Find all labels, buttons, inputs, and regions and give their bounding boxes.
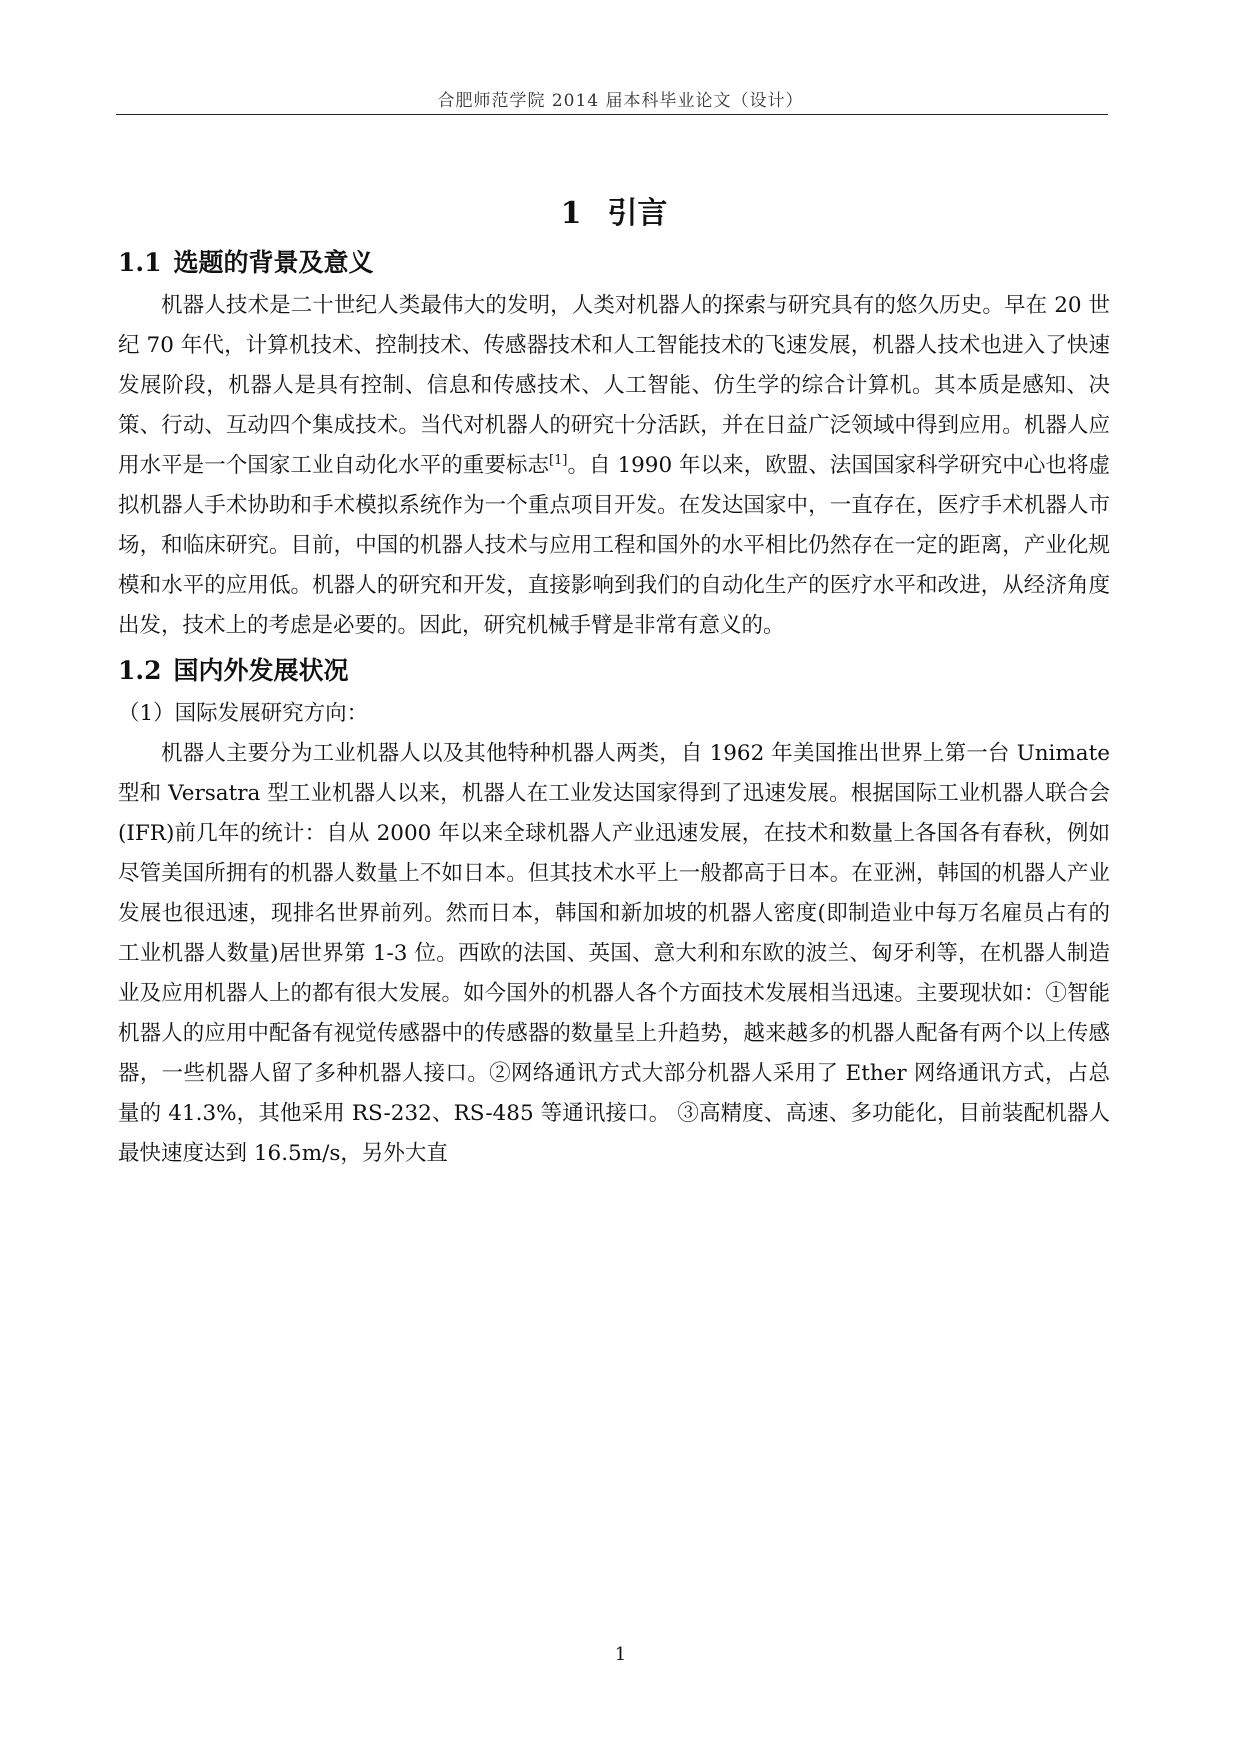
citation-ref: [1]: [549, 452, 568, 468]
chapter-number: 1: [560, 196, 582, 231]
section-heading-1-1: [118, 240, 1110, 286]
section-title: 国内外发展状况: [173, 656, 349, 685]
chapter-title-text: 引言: [607, 196, 668, 231]
section-number: 1.2: [118, 656, 162, 685]
page-number: 1: [614, 1644, 627, 1665]
paragraph-background: [118, 286, 1110, 646]
section-number: 1.1: [118, 248, 162, 277]
paragraph-text: 。自 1990 年以来，欧盟、法国国家科学研究中心也将虚拟机器人手术协助和手术模拟系统作为一个重点项目开发。在发达国家中，一直存在，医疗手术机器人市场，和临床研究。目前，中国的机器人技术与应用工程和国外的水平相比仍然存在一定的距离，产业化规模和水平的应用低。机器人的研究和开发，直接影响到我们的自动化生产的医疗水平和改进，从经济角度出发，技术上的考虑是必要的。因此，研究机械手臂是非常有意义的。: [118, 453, 1110, 638]
header-rule: [116, 114, 1108, 115]
paragraph-international: 机器人主要分为工业机器人以及其他特种机器人两类，自 1962 年美国推出世界上第一台 Unimate 型和 Versatra 型工业机器人以来，机器人在工业发达国家得到了迅速发展。根据国际工业机器人联合会(IFR)前几年的统计：自从 2000 年以来全球机器人产业迅速发展，在技术和数量上各国各有春秋，例如尽管美国所拥有的机器人数量上不如日本。但其技术水平上一般都高于日本。在亚洲，韩国的机器人产业发展也很迅速，现排名世界前列。然而日本，韩国和新加坡的机器人密度(即制造业中每万名雇员占有的工业机器人数量)居世界第 1-3 位。西欧的法国、英国、意大利和东欧的波兰、匈牙利等，在机器人制造业及应用机器人上的都有很大发展。如今国外的机器人各个方面技术发展相当迅速。主要现状如：①智能机器人的应用中配备有视觉传感器中的传感器的数量呈上升趋势，越来越多的机器人配备有两个以上传感器，一些机器人留了多种机器人接口。②网络通讯方式大部分机器人采用了 Ether 网络通讯方式，占总量的 41.3%，其他采用 RS-232、RS-485 等通讯接口。 ③高精度、高速、多功能化，目前装配机器人最快速度达到 16.5m/s，另外大直: [118, 741, 1110, 1166]
subsection-label: （1）国际发展研究方向：: [118, 701, 369, 726]
page-content: [118, 188, 1110, 1174]
running-header: 合肥师范学院 2014 届本科毕业论文（设计）: [437, 91, 804, 111]
section-heading-1-2: [118, 648, 1110, 694]
chapter-title: [118, 188, 1110, 240]
section-title: 选题的背景及意义: [173, 248, 374, 277]
paragraph-text: 机器人技术是二十世纪人类最伟大的发明，人类对机器人的探索与研究具有的悠久历史。早在 20 世纪 70 年代，计算机技术、控制技术、传感器技术和人工智能技术的飞速发展，机器人技术也进入了快速发展阶段，机器人是具有控制、信息和传感技术、人工智能、仿生学的综合计算机。其本质是感知、决策、行动、互动四个集成技术。当代对机器人的研究十分活跃，并在日益广泛领域中得到应用。机器人应用水平是一个国家工业自动化水平的重要标志: [118, 293, 1110, 478]
